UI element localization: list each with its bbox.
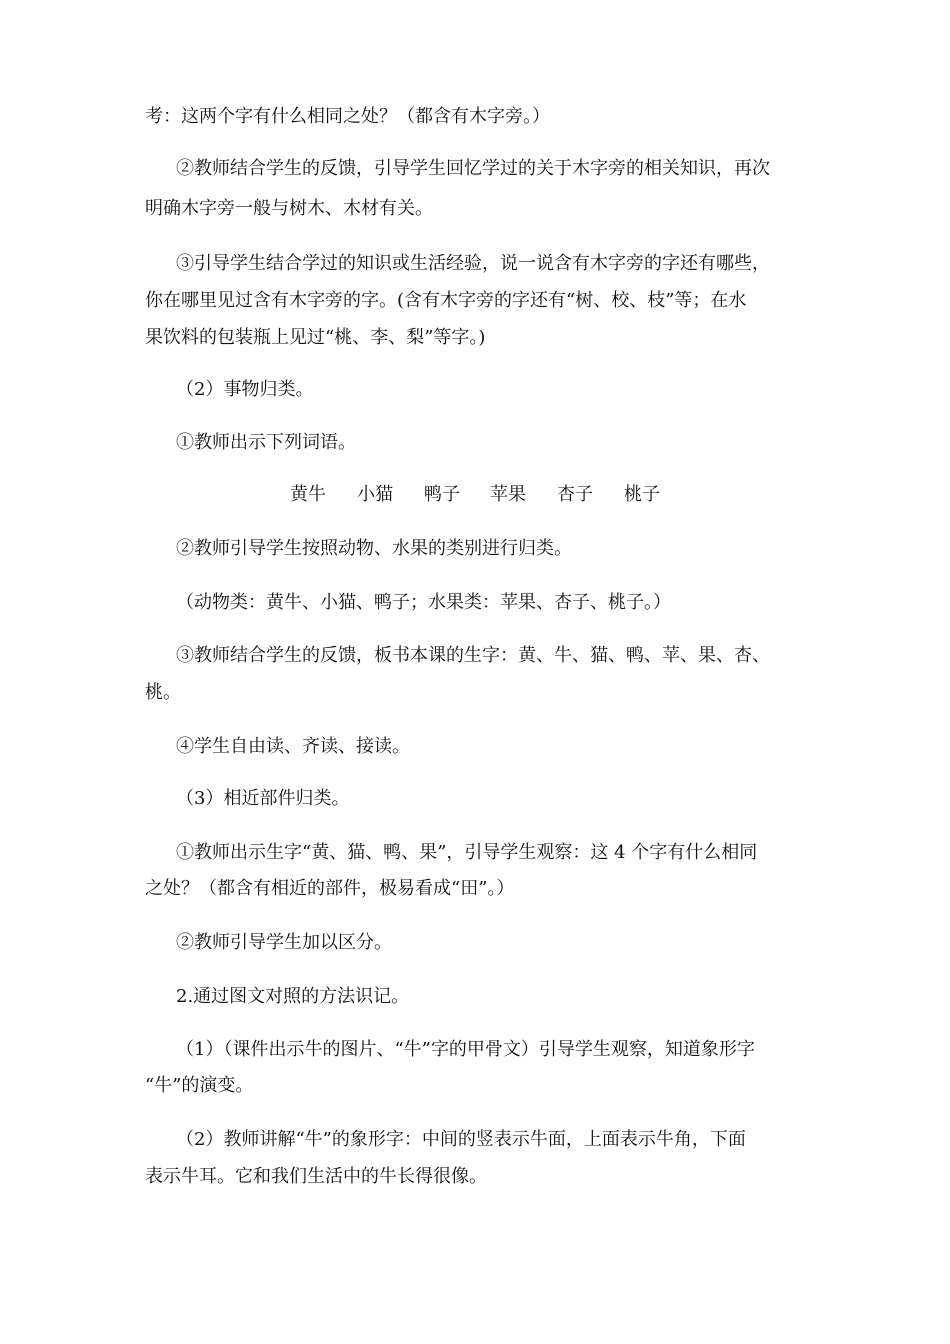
text-line: ②教师结合学生的反馈，引导学生回忆学过的关于木字旁的相关知识，再次 bbox=[176, 158, 770, 179]
text-line: （动物类：黄牛、小猫、鸭子；水果类：苹果、杏子、桃子。） bbox=[176, 592, 671, 613]
text-line: 桃。 bbox=[145, 682, 181, 703]
word-item: 桃子 bbox=[624, 484, 660, 505]
text-line: 考：这两个字有什么相同之处？（都含有木字旁。） bbox=[145, 106, 550, 127]
word-item: 苹果 bbox=[490, 484, 526, 505]
word-list bbox=[0, 484, 950, 508]
text-line: ②教师引导学生加以区分。 bbox=[176, 932, 392, 953]
text-line: ①教师出示生字“黄、猫、鸭、果”，引导学生观察：这 4 个字有什么相同 bbox=[176, 842, 758, 863]
text-line: 你在哪里见过含有木字旁的字。(含有木字旁的字还有“树、校、枝”等；在水 bbox=[145, 290, 747, 311]
text-line: 表示牛耳。它和我们生活中的牛长得很像。 bbox=[145, 1166, 487, 1187]
word-item: 鸭子 bbox=[424, 484, 460, 505]
text-line: （1）（课件出示牛的图片、“牛”字的甲骨文）引导学生观察，知道象形字 bbox=[176, 1039, 755, 1060]
text-line: ④学生自由读、齐读、接读。 bbox=[176, 736, 410, 757]
word-item: 小猫 bbox=[357, 484, 393, 505]
section-heading: （3）相近部件归类。 bbox=[176, 788, 350, 809]
text-line: ①教师出示下列词语。 bbox=[176, 432, 356, 453]
text-line: 明确木字旁一般与树木、木材有关。 bbox=[145, 198, 433, 219]
word-item: 杏子 bbox=[557, 484, 593, 505]
text-line: （2）教师讲解“牛”的象形字：中间的竖表示牛面，上面表示牛角，下面 bbox=[176, 1129, 746, 1150]
text-line: 果饮料的包装瓶上见过“桃、李、梨”等字。) bbox=[145, 327, 486, 348]
text-line: “牛”的演变。 bbox=[145, 1075, 254, 1096]
section-heading: 2.通过图文对照的方法识记。 bbox=[176, 986, 410, 1007]
text-line: ②教师引导学生按照动物、水果的类别进行归类。 bbox=[176, 538, 572, 559]
text-line: ③教师结合学生的反馈，板书本课的生字：黄、牛、猫、鸭、苹、果、杏、 bbox=[176, 645, 770, 666]
word-item: 黄牛 bbox=[290, 484, 326, 505]
section-heading: （2）事物归类。 bbox=[176, 379, 314, 400]
text-line: ③引导学生结合学过的知识或生活经验，说一说含有木字旁的字还有哪些， bbox=[176, 253, 770, 274]
text-line: 之处？（都含有相近的部件，极易看成“田”。） bbox=[145, 878, 515, 899]
